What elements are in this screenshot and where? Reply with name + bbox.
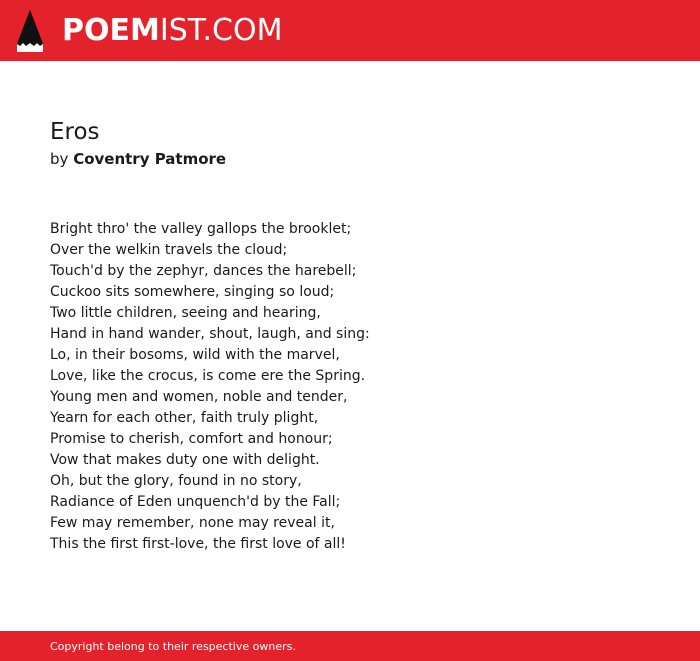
poem-line: Young men and women, noble and tender, bbox=[50, 389, 348, 405]
poem-title: Eros bbox=[50, 119, 100, 145]
poem-author: Coventry Patmore bbox=[73, 150, 227, 168]
poem-line: Two little children, seeing and hearing, bbox=[50, 305, 321, 321]
poem-line: Vow that makes duty one with delight. bbox=[50, 452, 320, 468]
site-footer bbox=[0, 631, 700, 661]
poem-line: Radiance of Eden unquench'd by the Fall; bbox=[50, 494, 341, 510]
poem-line: Few may remember, none may reveal it, bbox=[50, 515, 335, 531]
poem-body bbox=[50, 219, 370, 555]
poem-line: Touch'd by the zephyr, dances the harebell; bbox=[50, 263, 357, 279]
copyright-notice: Copyright belong to their respective owners. bbox=[50, 640, 296, 653]
poem-line: Cuckoo sits somewhere, singing so loud; bbox=[50, 284, 335, 300]
poem-line: Yearn for each other, faith truly plight, bbox=[50, 410, 319, 426]
poem-byline bbox=[50, 149, 226, 169]
poem-line: Lo, in their bosoms, wild with the marvel, bbox=[50, 347, 340, 363]
brand-name-bold: POEM bbox=[62, 13, 160, 48]
poem-line: Love, like the crocus, is come ere the Spring. bbox=[50, 368, 366, 384]
poem-line: Oh, but the glory, found in no story, bbox=[50, 473, 302, 489]
site-logo[interactable] bbox=[62, 12, 282, 50]
site-header bbox=[0, 0, 700, 61]
pencil-tip-icon[interactable] bbox=[17, 10, 43, 52]
poem-line: This the first first-love, the first love of all! bbox=[50, 536, 346, 552]
poem-line: Hand in hand wander, shout, laugh, and sing: bbox=[50, 326, 370, 342]
poem-line: Bright thro' the valley gallops the brooklet; bbox=[50, 221, 352, 237]
poem-line: Over the welkin travels the cloud; bbox=[50, 242, 288, 258]
poem-line: Promise to cherish, comfort and honour; bbox=[50, 431, 333, 447]
brand-name-light: IST.COM bbox=[159, 13, 283, 48]
by-label: by bbox=[50, 150, 69, 168]
